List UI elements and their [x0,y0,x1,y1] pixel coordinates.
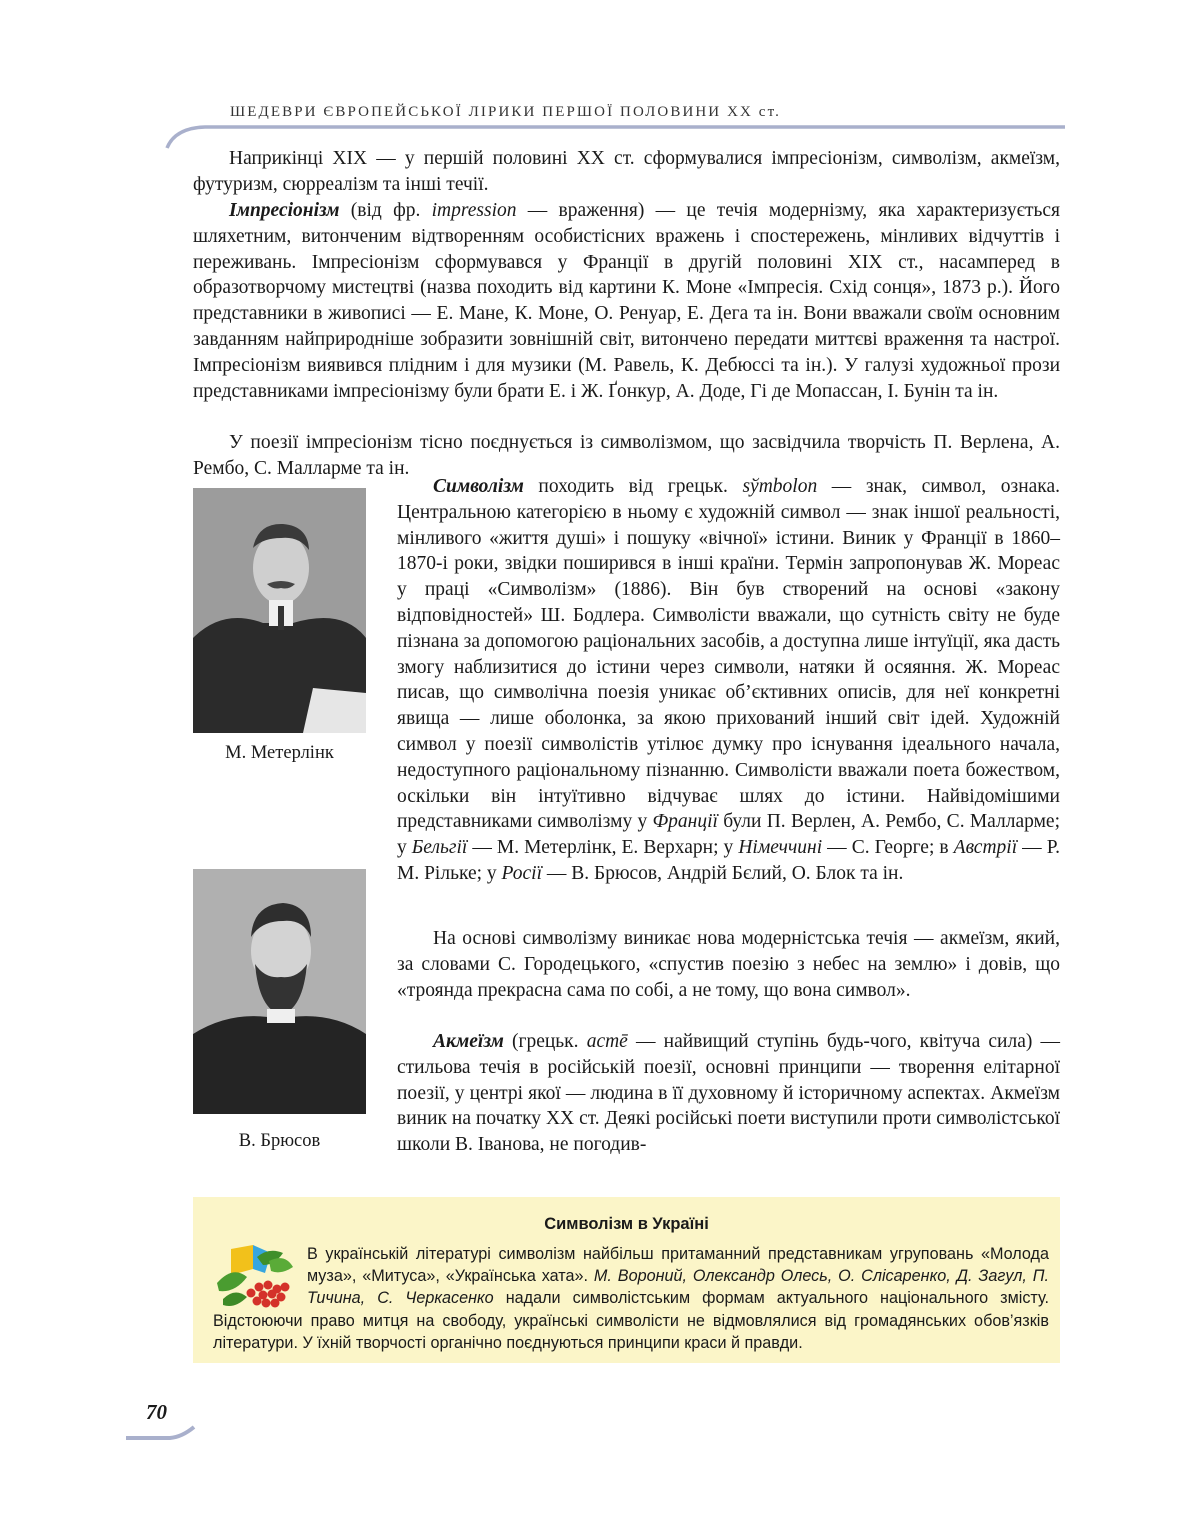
paragraph-acmeism: Акмеїзм (грецьк. acmē — найвищий ступінь будь-чого, квітуча сила) — стильова течія в російській поезії, основні принципи — творення елітарної поезії, у центрі якої — людина в її духовному й історичному аспектах. Акмеїзм виник на початку XX ст. Деякі російські поети виступили проти символістської школи В. Іванова, не погодив- [397,1031,1061,1156]
photo-maeterlinck [193,488,366,733]
footer-rule [126,1424,196,1444]
paragraph-acmeism-intro: На основі символізму виникає нова модерністська течія — акмеїзм, який, за словами С. Городецького, «спустив поезію з небес на землю» і довів, що «троянда прекрасна сама по собі, а не тому, що вона символ». [397,928,1060,1001]
sidebar-box [193,1197,1060,1363]
paragraph-impressionism: Імпресіонізм (від фр. impression — враження) — це течія модернізму, яка характеризується шляхетним, витонченим відтворенням особистісних вражень і спостережень, мінливих відчуттів і переживань. Імпресіонізм сформувався у Франції в другій половині XIX ст., насамперед в образотворчому мистецтві (назва походить від картини К. Моне «Імпресія. Схід сонця», 1873 р.). Його представники в живописі — Е. Мане, К. Моне, О. Ренуар, Е. Дега та ін. Вони вважали своїм основним завданням найприродніше зобразити зовнішній світ, витончено передати миттєві враження та настрої. Імпресіонізм виявився плідним і для музики (М. Равель, К. Дебюссі та ін.). У галузі художньої прози представниками імпресіонізму були брати Е. і Ж. Ґонкур, А. Доде, Гі де Мопассан, І. Бунін та ін. [193,200,1060,402]
paragraph-intro: Наприкінці XIX — у першій половині XX ст. сформувалися імпресіонізм, символізм, акмеїзм, футуризм, сюрреалізм та інші течії. [193,148,1060,195]
caption-maeterlinck: М. Метерлінк [225,743,334,763]
photo-briusov [193,869,366,1114]
sidebar-text: В українській літературі символізм найбільш притаманний представникам угруповань «Молода муза», «Митуса», «Українська хата». М. Вороний, Олександр Олесь, О. Слісаренко, Д. Загул, П. Тичина, С. Черкасенко надали символістським формам актуального національного змісту. Відстоюючи право митця на свободу, українські символісти не відмовлялися від громадянських обов’язків літератури. У їхній творчості органічно поєднуються принципи краси й правди. [213,1245,1049,1352]
term-acmeism: Акмеїзм [433,1031,504,1052]
page-number: 70 [146,1400,167,1424]
caption-briusov: В. Брюсов [238,1131,321,1151]
viburnum-icon [213,1243,303,1309]
term-symbolism: Символізм [433,476,524,497]
running-header: ШЕДЕВРИ ЄВРОПЕЙСЬКОЇ ЛІРИКИ ПЕРШОЇ ПОЛОВИНИ XX ст. [230,104,781,120]
paragraph-poetry-impressionism: У поезії імпресіонізм тісно поєднується із символізмом, що засвідчила творчість П. Верлена, А. Рембо, С. Малларме та ін. [193,432,1060,479]
paragraph-symbolism: Символізм походить від грецьк. sўmbolon — знак, символ, ознака. Центральною категорією в ньому є художній символ — знак іншої реальності, мінливого «життя душі» і пошуку «вічної» істини. Виник у Франції в 1860–1870-і роки, звідки поширився в інші країни. Термін запропонував Ж. Мореас у праці «Символізм» (1886). Він був створений на основі «закону відповідностей» Ш. Бодлера. Символісти вважали, що сутність світу не буде пізнана за допомогою раціональних засобів, а доступна лише інтуїції, яка дасть змогу наблизитися до істини через символи, натяки й осяяння. Ж. Мореас писав, що символічна поезія уникає об’єктивних описів, для неї конкретні явища — лише оболонка, за якою прихований інший світ ідей. Художній символ у поезії символістів утілює думку про існування ідеального начала, недоступного раціональному пізнанню. Символісти вважали поета божеством, оскільки він інтуїтивно відчуває шлях до істини. Найвідомішими представниками символізму у Франції були П. Верлен, А. Рембо, С. Малларме; у Бельгії — М. Метерлінк, Е. Верхарн; у Німеччині — С. Георге; в Австрії — Р. М. Рільке; у Росії — В. Брюсов, Андрій Бєлий, О. Блок та ін. [397,476,1061,884]
sidebar-title: Символізм в Україні [544,1215,709,1233]
term-impressionism: Імпресіонізм [229,200,340,221]
